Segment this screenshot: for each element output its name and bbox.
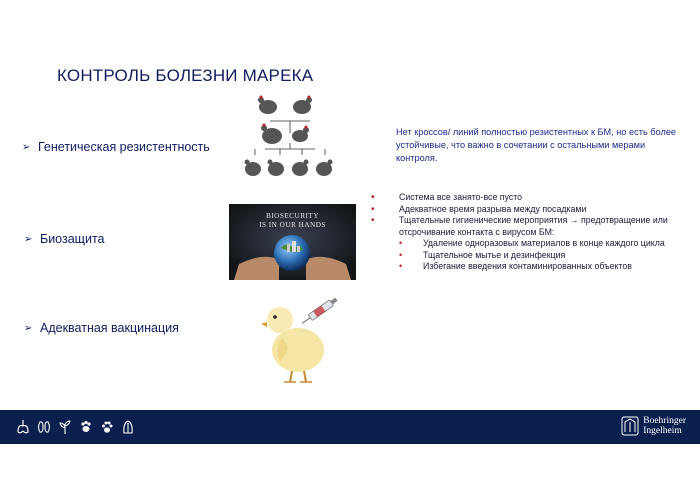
boehringer-logo-icon: [621, 416, 639, 436]
arrow-bullet-icon: ➢: [24, 322, 33, 334]
paw-print-icon: [100, 418, 114, 436]
biosecurity-caption-line1: BIOSECURITY: [265, 212, 320, 220]
sub-list-item: • Тщательное мытье и дезинфекция: [399, 249, 566, 260]
sub-list-item: • Избегание введения контаминированных объектов: [399, 261, 632, 271]
bullet-icon: •: [399, 261, 403, 271]
plant-icon: [58, 418, 72, 436]
biosecurity-list: [371, 192, 696, 273]
bullet-icon: •: [371, 192, 375, 203]
arrow-bullet-icon: ➢: [22, 141, 31, 153]
genetics-note: Нет кроссов/ линий полностью резистентных к БМ, но есть более устойчивые, что важно в сочетании с остальными мерами контроля.: [396, 127, 677, 163]
item-biosecurity: [24, 232, 104, 246]
brand-line1: Boehringer: [643, 416, 686, 426]
item-label: Биозащита: [40, 232, 105, 246]
item-label: Генетическая резистентность: [38, 140, 210, 154]
item-vaccination: [24, 321, 179, 335]
biosecurity-image: [229, 204, 356, 280]
lungs-icon: [16, 418, 30, 436]
hoof-icon: [121, 418, 135, 436]
kidneys-icon: [37, 418, 51, 436]
list-item: • Тщательные гигиенические мероприятия → предотвращение или отсрочивание контакта с вирусом БМ:: [371, 215, 668, 237]
bullet-icon: •: [399, 249, 403, 260]
footer-bar: [0, 410, 700, 444]
bullet-icon: •: [371, 215, 375, 226]
sub-list-item: • Удаление одноразовых материалов в конце каждого цикла: [399, 238, 665, 248]
bullet-icon: •: [399, 238, 403, 248]
brand-line2: Ingelheim: [643, 426, 682, 436]
arrow-bullet-icon: ➢: [24, 233, 33, 245]
list-item: • Система все занято-все пусто: [371, 192, 523, 203]
paw-icon: [79, 418, 93, 436]
brand-logo: [621, 416, 686, 436]
chick-vaccination-image: [262, 298, 342, 384]
item-label: Адекватная вакцинация: [40, 321, 179, 335]
chicken-breeding-image: [240, 91, 340, 186]
footer-icons: [16, 418, 135, 436]
bullet-icon: •: [371, 203, 375, 215]
list-item: • Адекватное время разрыва между посадками: [371, 203, 587, 215]
item-genetic-resistance: [22, 140, 210, 154]
biosecurity-caption-line2: IS IN OUR HANDS: [259, 221, 326, 229]
slide-title: КОНТРОЛЬ БОЛЕЗНИ МАРЕКА: [57, 66, 314, 85]
